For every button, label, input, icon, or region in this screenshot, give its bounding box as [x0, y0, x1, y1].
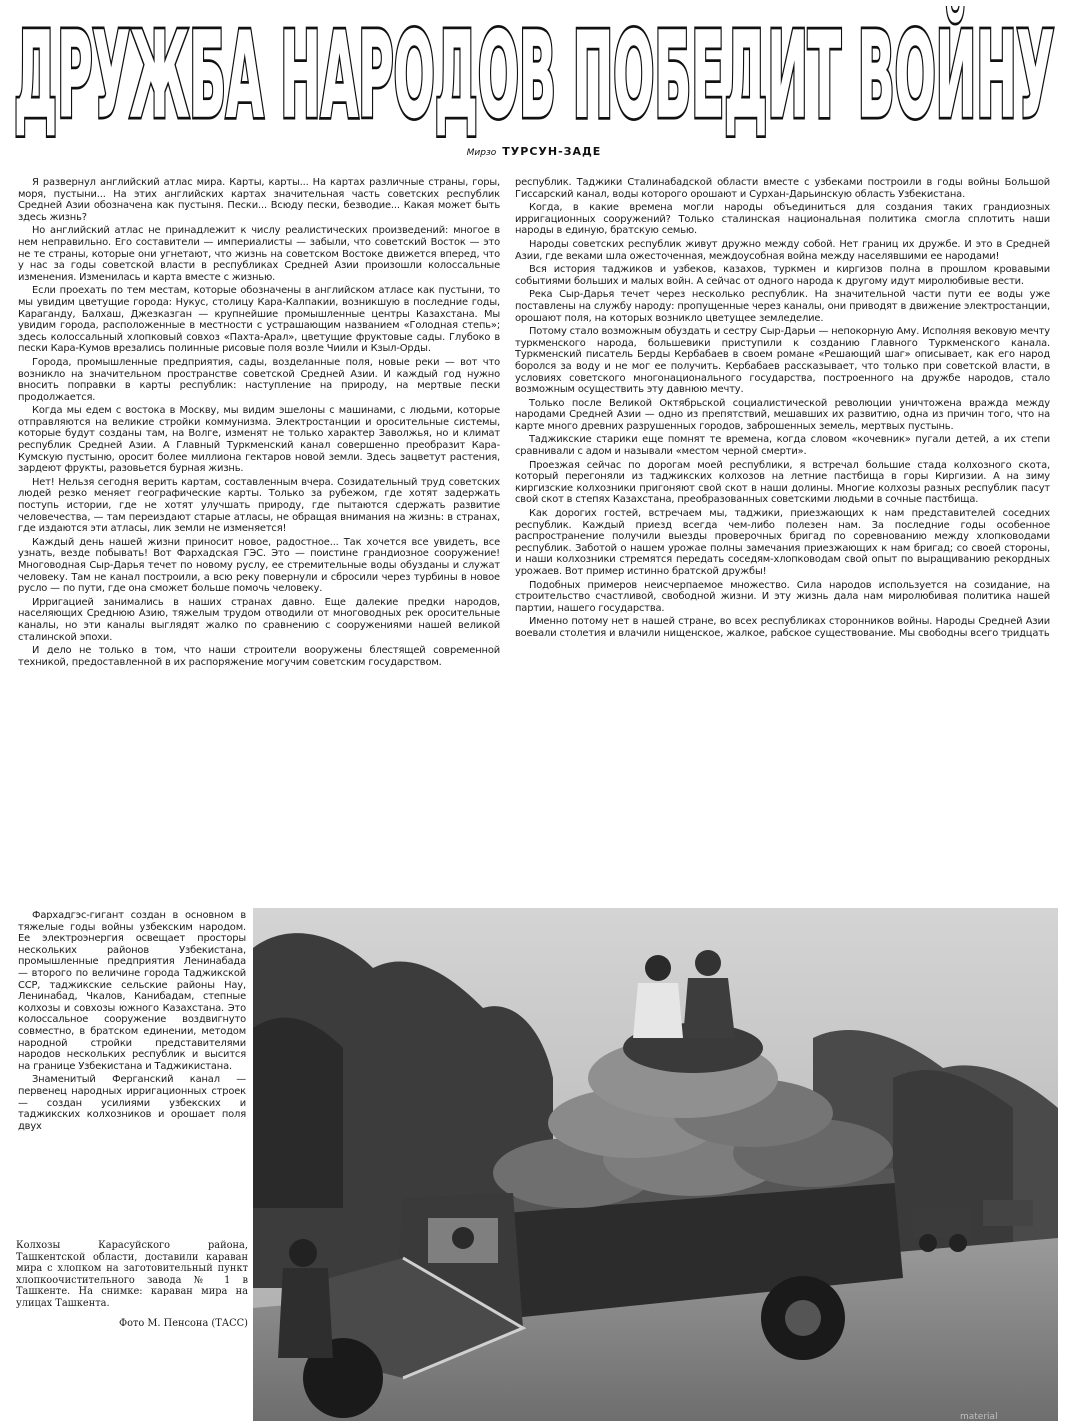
paragraph: Каждый день нашей жизни приносит новое, радостное... Так хочется все увидеть, все узнать, везде побывать! Вот Фархадская ГЭС. Это — поистине грандиозное сооружение! Многоводная Сыр-Дарья течет по новому руслу, ее стремительные воды обузданы и служат человеку. Там не канал построили, а всю реку повернули и сбросили через турбины в новое русло — по пути, где она сможет больше помочь человеку.: [18, 536, 500, 595]
headline: [8, 6, 1060, 144]
paragraph: И дело не только в том, что наши строители вооружены блестящей современной техникой, предоставленной в их распоряжение могучим советским государством.: [18, 645, 500, 668]
watermark: material: [960, 1412, 998, 1422]
headline-text: ДРУЖБА НАРОДОВ ПОБЕДИТ ВОЙНУ: [14, 6, 1054, 144]
news-photo: [253, 908, 1058, 1421]
paragraph: Нет! Нельзя сегодня верить картам, составленным вчера. Созидательный труд советских людей резко меняет географические карты. Только за рубежом, где хотят задержать поступь истории, где не хотят улучшать природу, где пытаются сдержать развитие человечества, — там переиздают старые атласы, не обращая внимания на жизнь: в странах, где издаются эти атласы, лик земли не изменяется!: [18, 476, 500, 535]
paragraph: Таджикские старики еще помнят те времена, когда словом «кочевник» пугали детей, а их степи сравнивали с адом и называли «местом черной смерти».: [515, 434, 1050, 458]
driver: [452, 1227, 474, 1249]
paragraph: Именно потому нет в нашей стране, во всех республиках сторонников войны. Народы Средней Азии воевали столетия и влачили нищенское, жалкое, рабское существование. Мы свободны всего тридцать: [515, 616, 1050, 639]
paragraph: Когда мы едем с востока в Москву, мы видим эшелоны с машинами, с людьми, которые отправляются на великие стройки коммунизма. Электростанции и оросительные системы, которые будут созданы там, на Волге, изменят не только характер Заволжья, но и климат республик Средней Азии. А Главный Туркменский канал совершенно преобразит Кара-Кумскую пустыню, оросит более миллиона гектаров новой земли. Здесь зацветут растения, зардеют фрукты, разовьется бурная жизнь.: [18, 405, 500, 475]
paragraph: Вся история таджиков и узбеков, казахов, туркмен и киргизов полна в прошлом кровавыми событиями больших и малых войн. А сейчас от одного народа к другому идут миролюбивые вести.: [515, 264, 1050, 287]
pedestrian: [278, 1268, 333, 1358]
article-column-1: [18, 177, 500, 906]
byline: [0, 145, 1068, 158]
person-2: [683, 978, 735, 1038]
article-column-2: [515, 177, 1050, 906]
paragraph: Как дорогих гостей, встречаем мы, таджики, приезжающих к нам представителей соседних республик. Каждый приезд всегда чем-либо полезен нам. За последние годы особенное распространение получили выезды проверочных бригад по соревнованию между хлопководами республик. Заботой о нашем урожае полны замечания приезжающих к нам бригад; со своей стороны, и наши колхозники стремятся передать соседям-хлопководам свой опыт по выращиванию рекордных урожаев. Вот пример истинно братской дружбы!: [515, 508, 1050, 577]
paragraph: Фархадгэс-гигант создан в основном в тяжелые годы войны узбекским народом. Ее электроэнергия освещает просторы нескольких районов Узбекистана, промышленные предприятия Ленинабада — второго по величине города Таджикской ССР, таджикские сельские районы Нау, Ленинабад, Чкалов, Канибадам, степные колхозы и совхозы южного Казахстана. Это колоссальное сооружение воздвигнуто совместно, в братском единении, методом народной стройки представителями народов нескольких республик и высится на границе Узбекистана и Таджикистана.: [18, 910, 246, 1072]
person-1: [633, 983, 683, 1038]
paragraph: Когда, в какие времена могли народы объединиться для создания таких грандиозных ирригационных сооружений? Только сталинская национальная политика смогла сплотить наши народы в единую, братскую семью.: [515, 202, 1050, 237]
headline-inner-stroke: ДРУЖБА НАРОДОВ ПОБЕДИТ ВОЙНУ: [14, 6, 1054, 144]
paragraph: Знаменитый Ферганский канал — первенец народных ирригационных строек — создан усилиями узбекских и таджикских колхозников и орошает поля двух: [18, 1074, 246, 1132]
paragraph: Но английский атлас не принадлежит к числу реалистических произведений: многое в нем неправильно. Его составители — империалисты — забыли, что советский Восток — это не те страны, которые они угнетают, что жизнь на советском Востоке движется вперед, что у нас за годы советской власти в республиках Средней Азии произошли колоссальные изменения. Изменилась и карта вместе с жизнью.: [18, 225, 500, 283]
author-first-name: Мирзо: [466, 148, 497, 158]
paragraph: Народы советских республик живут дружно между собой. Нет границ их дружбе. И это в Средней Азии, где веками шла ожесточенная, междоусобная война между населявшими ее народами!: [515, 238, 1050, 262]
paragraph: Города, промышленные предприятия, сады, возделанные поля, новые реки — вот что возникло на значительном пространстве советской Средней Азии. И каждый год нужно вносить поправки в карты республик: наступление на природу, на мертвые пески продолжается.: [18, 356, 500, 403]
paragraph: республик. Таджики Сталинабадской области вместе с узбеками построили в годы войны Большой Гиссарский канал, воды которого орошают и Сурхан-Дарьинскую область Узбекистана.: [515, 177, 1050, 200]
paragraph: Я развернул английский атлас мира. Карты, карты... На картах различные страны, горы, моря, пустыни... На этих английских картах значительная часть советских республик Средней Азии обозначена как пустыня. Пески... Всюду пески, безводие... Какая может быть здесь жизнь?: [18, 177, 500, 223]
paragraph: Если проехать по тем местам, которые обозначены в английском атласе как пустыни, то мы увидим цветущие города: Нукус, столицу Кара-Калпакии, возникшую в последние годы, Караганду, Балхаш, Джезказган — крупнейшие промышленные центры Казахстана. Мы увидим города, расположенные в местности с устрашающим названием «Голодная степь»; здесь колоссальный хлопковый совхоз «Пахта-Арал», цветущие фруктовые сады. Глубоко в пески Кара-Кумов врезались полинные рисовые поля возле Чиили и Кзыл-Орды.: [18, 285, 500, 355]
paragraph: Проезжая сейчас по дорогам моей республики, я встречал большие стада колхозного скота, который перегоняли из таджикских колхозов на летние пастбища в горы Киргизии. А на зиму киргизские колхозники пригоняют свой скот в наши долины. Многие колхозы разных республик пасут свой скот в степях Казахстана, преобразованных советскими людьми в сочные пастбища.: [515, 459, 1050, 506]
author-last-name: ТУРСУН-ЗАДЕ: [502, 145, 602, 158]
photo-illustration: [253, 908, 1058, 1421]
photo-credit: Фото М. Пенсона (ТАСС): [118, 1318, 248, 1329]
paragraph: Только после Великой Октябрьской социалистической революции уничтожена вражда между народами Средней Азии — одно из препятствий, мешавших их развитию, одна из причин того, что на карте много древних разрушенных городов, заброшенных земель, мертвых пустынь.: [515, 397, 1050, 432]
paragraph: Река Сыр-Дарья течет через несколько республик. На значительной части пути ее воды уже поставлены на службу народу: пропущенные через каналы, они приводят в движение электростанции, орошают поля, на которых возникло цветущее земледелие.: [515, 289, 1050, 324]
article-column-3: [18, 910, 246, 1220]
photo-caption: Колхозы Карасуйского района, Ташкентской области, доставили караван мира с хлопком на заготовительный пункт хлопкоочистительного завода № 1 в Ташкенте. На снимке: караван мира на улицах Ташкента.: [16, 1240, 248, 1309]
paragraph: Ирригацией занимались в наших странах давно. Еще далекие предки народов, населяющих Среднюю Азию, тяжелым трудом отводили от многоводных рек оросительные каналы, но эти каналы выглядят жалко по сравнению с сооружениями нашей великой сталинской эпохи.: [18, 596, 500, 643]
paragraph: Подобных примеров неисчерпаемое множество. Сила народов используется на созидание, на строительство счастливой, свободной жизни. И эту жизнь дала нам миролюбивая политика нашей партии, нашего государства.: [515, 579, 1050, 614]
paragraph: Потому стало возможным обуздать и сестру Сыр-Дарьи — непокорную Аму. Исполняя вековую мечту туркменского народа, большевики приступили к созданию Главного Туркменского канала. Туркменский писатель Берды Кербабаев в своем романе «Решающий шаг» описывает, как его народ боролся за воду и не мог ее получить. Кербабаев рассказывает, что только при советской власти, в условиях советского многонационального государства, построенного на дружбе народов, стало возможным осуществить эту давнюю мечту.: [515, 326, 1050, 396]
headline-graphic: [8, 6, 1060, 144]
